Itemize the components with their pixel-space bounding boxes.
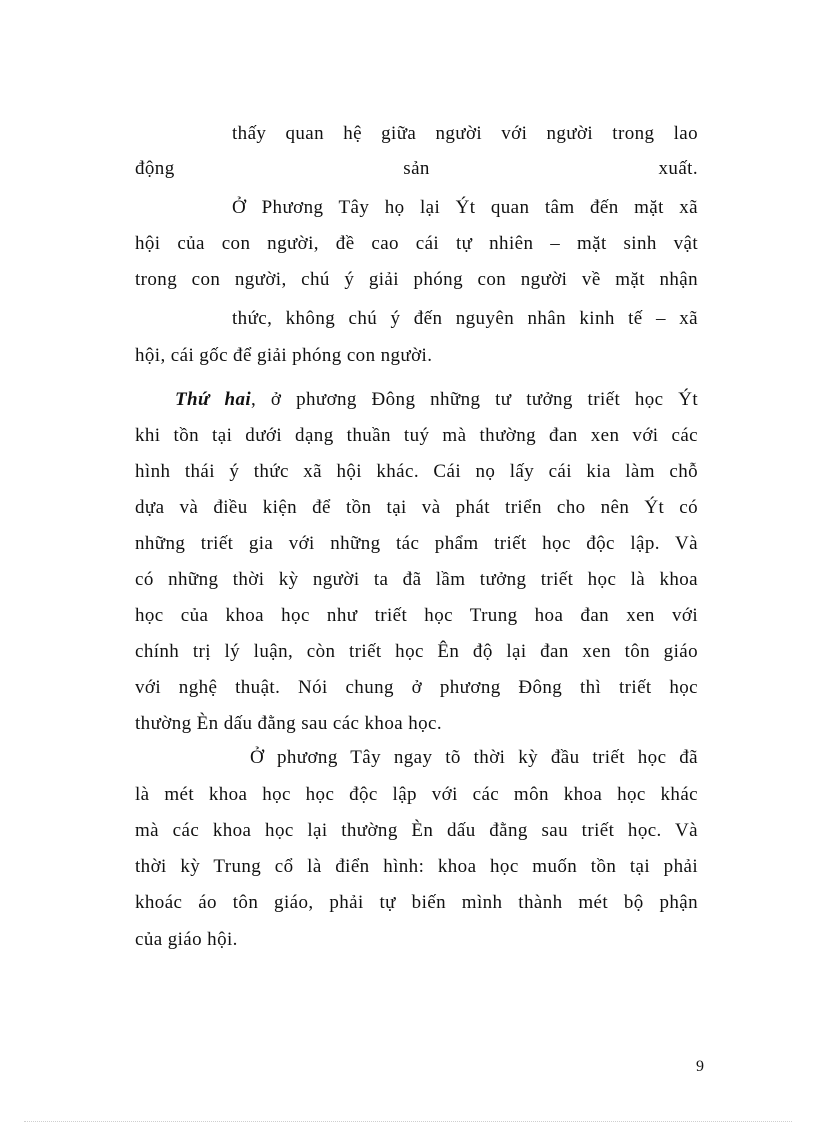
paragraph-4-line-4: dựa và điều kiện để tồn tại và phát triển cho nên Ýt có	[135, 497, 698, 518]
page-number: 9	[696, 1058, 704, 1075]
paragraph-4-line-6: có những thời kỳ người ta đã lầm tưởng triết học là khoa	[135, 569, 698, 590]
paragraph-5-line-5: khoác áo tôn giáo, phải tự biến mình thành mét bộ phận	[135, 892, 698, 913]
paragraph-4-line-10: thường Èn dấu đằng sau các khoa học.	[135, 713, 442, 734]
paragraph-4-line-1-rest: , ở phương Đông những tư tưởng triết học Ýt	[251, 389, 698, 410]
paragraph-5-line-3: mà các khoa học lại thường Èn dấu đằng sau triết học. Và	[135, 820, 698, 841]
paragraph-5-line-4: thời kỳ Trung cổ là điển hình: khoa học muốn tồn tại phải	[135, 856, 698, 877]
paragraph-4-line-8: chính trị lý luận, còn triết học Ên độ lại đan xen tôn giáo	[135, 641, 698, 662]
thu-hai-emphasis: Thứ hai	[175, 389, 252, 410]
paragraph-5-line-6: của giáo hội.	[135, 929, 238, 950]
paragraph-1-line-1: thấy quan hệ giữa người với người trong lao	[232, 123, 698, 144]
paragraph-4-line-5: những triết gia với những tác phẩm triết học độc lập. Và	[135, 533, 698, 554]
paragraph-4-line-9: với nghệ thuật. Nói chung ở phương Đông thì triết học	[135, 677, 698, 698]
paragraph-1-word-3: xuất.	[658, 158, 698, 179]
paragraph-2-line-2: hội của con người, đề cao cái tự nhiên – mặt sinh vật	[135, 233, 698, 254]
paragraph-5-line-1: Ở phương Tây ngay tõ thời kỳ đầu triết học đã	[250, 747, 698, 768]
paragraph-1-line-2	[135, 157, 698, 181]
paragraph-1-word-2: sản	[403, 158, 430, 179]
paragraph-4-line-3: hình thái ý thức xã hội khác. Cái nọ lấy cái kia làm chỗ	[135, 461, 698, 482]
paragraph-2-line-3: trong con người, chú ý giải phóng con người về mặt nhận	[135, 269, 698, 290]
page-bottom-rule	[24, 1121, 792, 1122]
paragraph-4-line-7: học của khoa học như triết học Trung hoa đan xen với	[135, 605, 698, 626]
paragraph-4-line-2: khi tồn tại dưới dạng thuần tuý mà thường đan xen với các	[135, 425, 698, 446]
paragraph-2-line-1: Ở Phương Tây họ lại Ýt quan tâm đến mặt xã	[232, 197, 698, 218]
paragraph-5-line-2: là mét khoa học học độc lập với các môn khoa học khác	[135, 784, 698, 805]
paragraph-3-line-2: hội, cái gốc để giải phóng con người.	[135, 345, 433, 366]
paragraph-3-line-1: thức, không chú ý đến nguyên nhân kinh tế – xã	[232, 308, 698, 329]
paragraph-1-word-1: động	[135, 158, 175, 179]
paragraph-4-line-1	[175, 388, 698, 412]
